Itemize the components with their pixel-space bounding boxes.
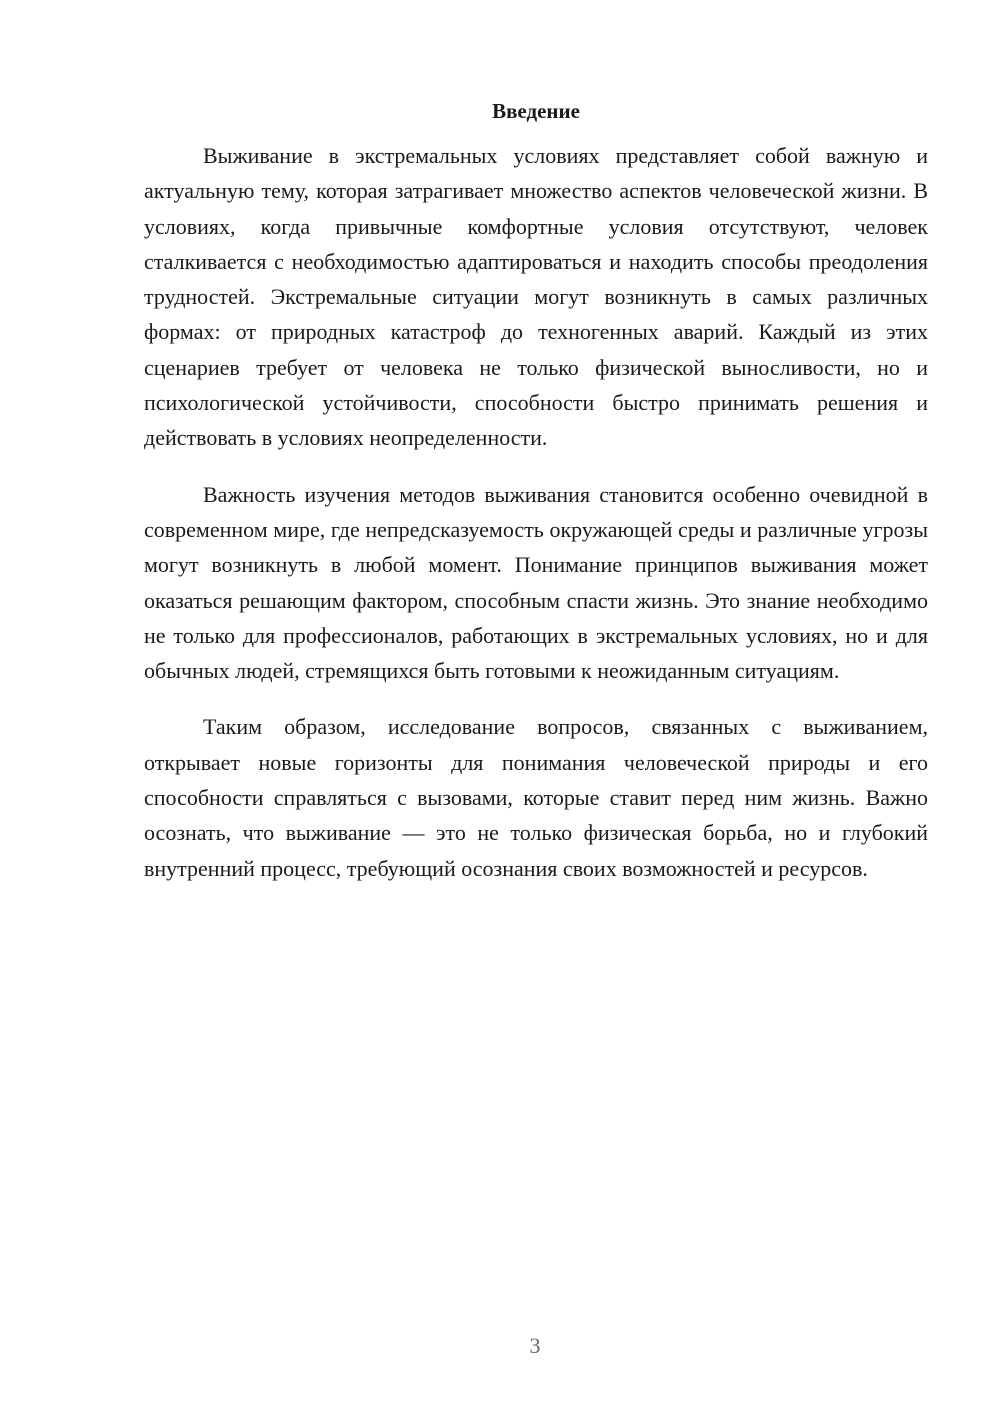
paragraph-3: Таким образом, исследование вопросов, связанных с выживанием, открывает новые горизонты для понимания человеческой природы и его способности справляться с вызовами, которые ставит перед ним жизнь. Важно осознать, что выживание — это не только физическая борьба, но и глубокий внутренний процесс, требующий осознания своих возможностей и ресурсов. (144, 714, 928, 881)
paragraph-2: Важность изучения методов выживания становится особенно очевидной в современном мире, где непредсказуемость окружающей среды и различные угрозы могут возникнуть в любой момент. Понимание принципов выживания может оказаться решающим фактором, способным спасти жизнь. Это знание необходимо не только для профессионалов, работающих в экстремальных условиях, но и для обычных людей, стремящихся быть готовыми к неожиданным ситуациям. (144, 481, 928, 684)
page-content (144, 95, 928, 907)
page-number: 3 (529, 1333, 541, 1358)
section-heading: Введение (492, 99, 580, 123)
paragraph-1: Выживание в экстремальных условиях представляет собой важную и актуальную тему, которая затрагивает множество аспектов человеческой жизни. В условиях, когда привычные комфортные условия отсутствуют, человек сталкивается с необходимостью адаптироваться и находить способы преодоления трудностей. Экстремальные ситуации могут возникнуть в самых различных формах: от природных катастроф до техногенных аварий. Каждый из этих сценариев требует от человека не только физической выносливости, но и психологической устойчивости, способности быстро принимать решения и действовать в условиях неопределенности. (144, 143, 928, 451)
